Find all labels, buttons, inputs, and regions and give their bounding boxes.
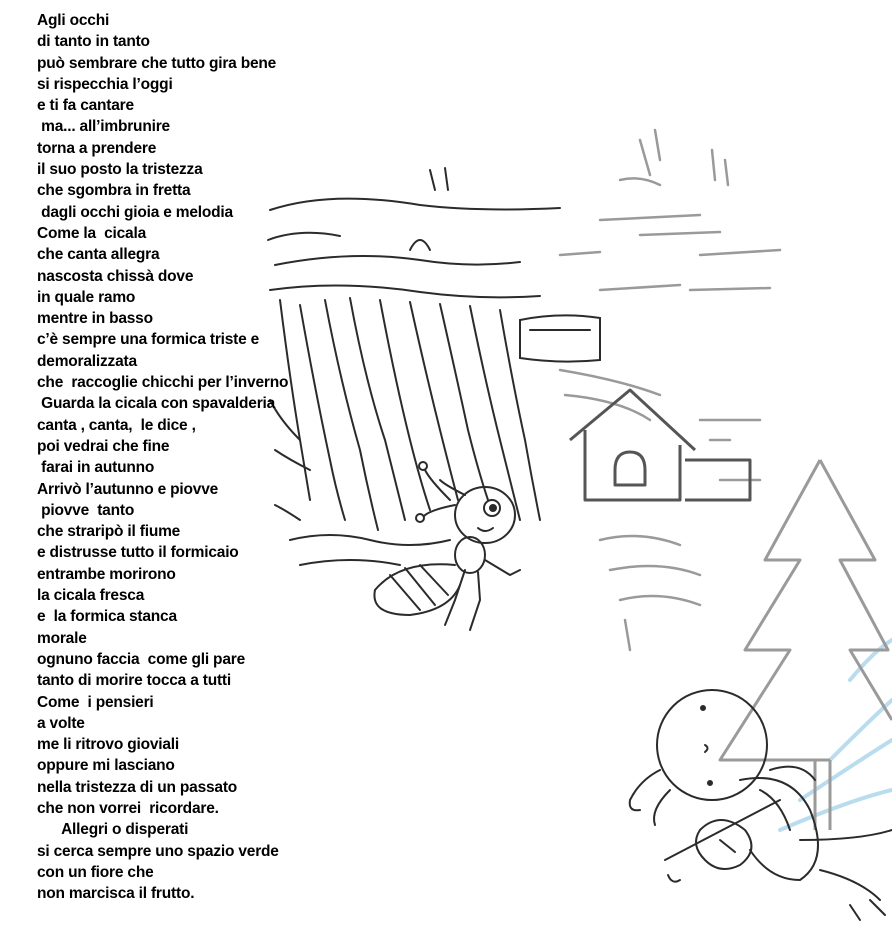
poem-line: a volte (37, 714, 85, 732)
poem-line: e ti fa cantare (37, 97, 134, 115)
poem-line: con un fiore che (37, 863, 154, 881)
poem-line: e distrusse tutto il formicaio (37, 544, 239, 562)
poem-line: che canta allegra (37, 246, 160, 264)
poem-line: non marcisca il frutto. (37, 885, 195, 903)
waterfall-sketch (268, 168, 600, 565)
poem-line: Come la cicala (37, 224, 147, 242)
poem-line: in quale ramo (37, 288, 136, 306)
poem-line: Come i pensieri (37, 693, 154, 711)
poem-line: ma... all’imbrunire (37, 118, 170, 136)
poem-line: si rispecchia l’oggi (37, 75, 173, 93)
poem-line: nella tristezza di un passato (37, 778, 238, 796)
poem-line: entrambe morirono (37, 565, 176, 583)
poem-line: ognuno faccia come gli pare (37, 650, 246, 668)
poem-line: canta , canta, le dice , (37, 416, 196, 434)
poem-line: mentre in basso (37, 310, 153, 328)
poem-line: demoralizzata (37, 352, 137, 370)
poem-line: Guarda la cicala con spavalderia (37, 395, 276, 413)
poem-line: torna a prendere (37, 139, 157, 157)
poem-line: c’è sempre una formica triste e (37, 331, 260, 349)
poem-line: nascosta chissà dove (37, 267, 194, 285)
poem-line: farai in autunno (37, 459, 155, 477)
poem-line: oppure mi lasciano (37, 757, 175, 775)
pine-tree-sketch (720, 460, 892, 830)
poem-line: Arrivò l’autunno e piovve (37, 480, 219, 498)
house-sketch (570, 390, 750, 500)
poem-line: il suo posto la tristezza (37, 161, 203, 179)
poem-line: di tanto in tanto (37, 33, 150, 51)
poem-line: che straripò il fiume (37, 523, 181, 541)
poem-line: che sgombra in fretta (37, 182, 191, 200)
poem-line: me li ritrovo gioviali (37, 736, 180, 754)
poem-line: Agli occhi (37, 12, 110, 29)
poem-line: che non vorrei ricordare. (37, 799, 219, 817)
cicada-violinist-character (630, 690, 892, 920)
water-swoosh-sketch (780, 640, 892, 830)
poem-line: tanto di morire tocca a tutti (37, 672, 231, 690)
poem-line: piovve tanto (37, 501, 135, 519)
poem-line: e la formica stanca (37, 608, 177, 626)
poem-line: Allegri o disperati (37, 821, 189, 839)
poem-line: dagli occhi gioia e melodia (37, 203, 233, 221)
poem-line: poi vedrai che fine (37, 437, 170, 455)
poem-line: si cerca sempre uno spazio verde (37, 842, 279, 860)
poem-line: può sembrare che tutto gira bene (37, 54, 277, 72)
poem-line: la cicala fresca (37, 587, 145, 605)
distant-scenery-sketch (560, 130, 780, 650)
poem-line: che raccoglie chicchi per l’inverno (37, 374, 289, 392)
poem-text (37, 10, 288, 904)
poem-line: morale (37, 629, 87, 647)
